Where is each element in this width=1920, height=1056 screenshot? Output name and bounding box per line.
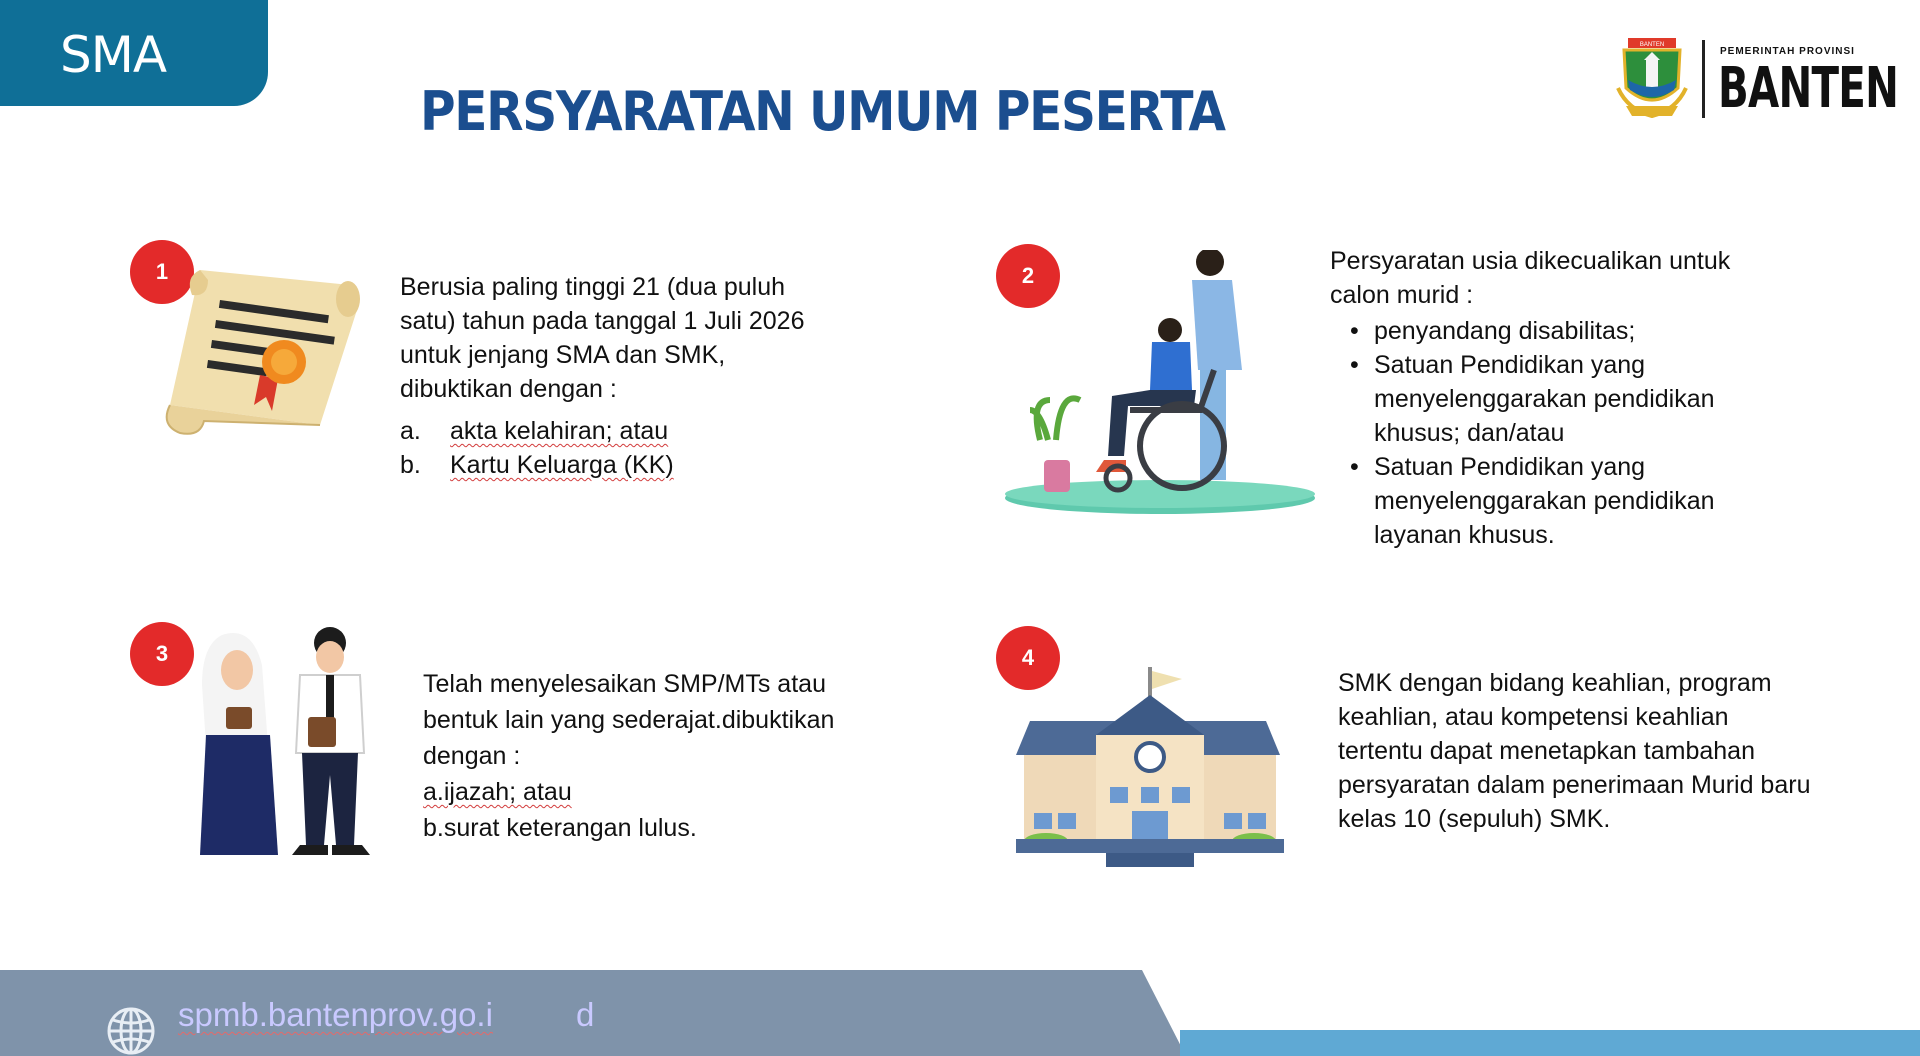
item-3-text [423,666,883,846]
list-item: a. akta kelahiran; atau [400,417,669,445]
list-item: b. Kartu Keluarga (KK) [400,451,674,479]
certificate-scroll-icon [160,255,370,445]
item-2-text [1330,244,1790,552]
item-1-paragraph: Berusia paling tinggi 21 (dua puluh satu) tahun pada tanggal 1 Juli 2026 untuk jenjang SMA dan SMK, dibuktikan dengan : [400,273,805,403]
list-item: • Satuan Pendidikan yang menyelenggarakan pendidikan layanan khusus. [1374,450,1790,552]
banten-logo [1612,36,1899,122]
list-item: • penyandang disabilitas; [1374,314,1790,348]
item-1-list [400,414,840,482]
graduating-students-icon [182,625,382,865]
item-4-text [1338,666,1818,836]
website-link[interactable]: spmb.bantenprov.go.i [178,996,493,1033]
section-tab [0,0,268,106]
item-3-line-2: a.ijazah; atau [423,778,572,806]
item-2-bullets [1330,314,1790,552]
badge-4: 4 [996,626,1060,690]
item-4-paragraph: SMK dengan bidang keahlian, program keahlian, atau kompetensi keahlian tertentu dapat menetapkan tambahan persyaratan dalam penerimaan Murid baru kelas 10 (sepuluh) SMK. [1338,669,1811,833]
wheelchair-assistance-icon [1000,250,1320,520]
item-3-line-1: Telah menyelesaikan SMP/MTs atau bentuk lain yang sederajat.dibuktikan dengan : [423,670,835,770]
item-1-text [400,270,840,482]
emblem-label: BANTEN [1639,42,1665,48]
item-2-paragraph: Persyaratan usia dikecualikan untuk calon murid : [1330,247,1731,309]
banten-coat-of-arms-icon [1612,36,1692,122]
website-link-tail[interactable]: d [576,996,595,1033]
section-tab-label: SMA [60,26,167,84]
page-title: PERSYARATAN UMUM PESERTA [420,80,1225,143]
logo-divider [1702,40,1705,118]
logo-name: BANTEN [1718,56,1899,121]
badge-2: 2 [996,244,1060,308]
school-building-icon [1010,665,1290,885]
item-3-line-3: b.surat keterangan lulus. [423,814,697,842]
badge-1: 1 [130,240,194,304]
badge-3: 3 [130,622,194,686]
list-item: • Satuan Pendidikan yang menyelenggarakan pendidikan khusus; dan/atau [1374,348,1790,450]
globe-icon [106,1006,156,1056]
logo-subtitle: PEMERINTAH PROVINSI [1720,46,1855,57]
